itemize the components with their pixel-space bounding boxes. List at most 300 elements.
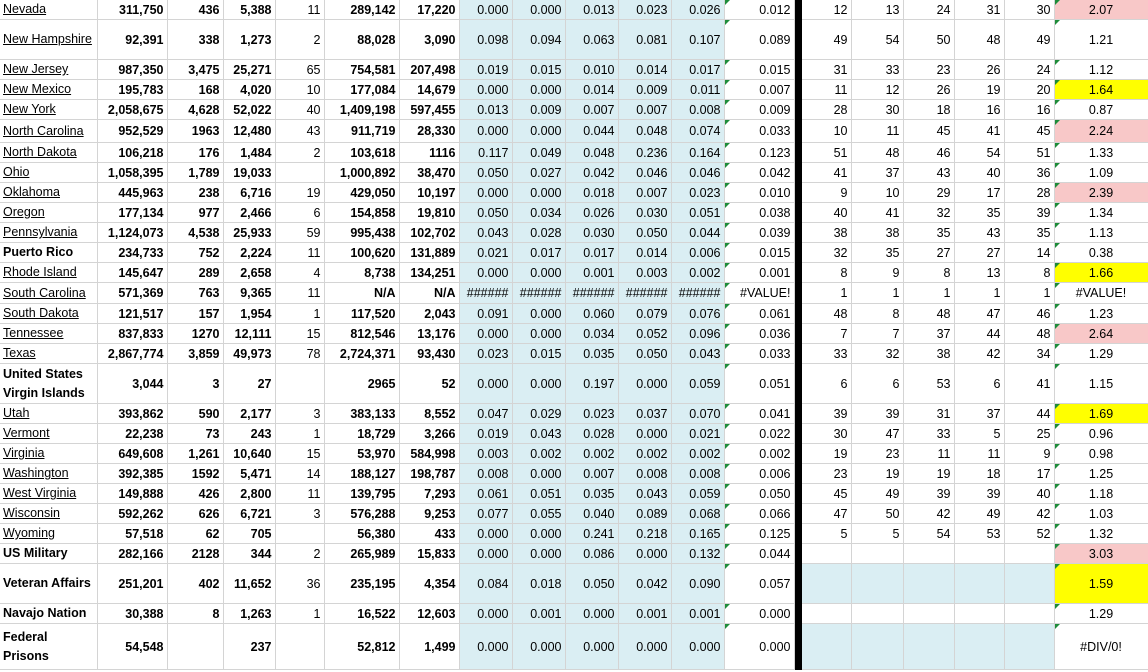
value-cell[interactable]: 38,470 bbox=[399, 163, 459, 183]
rank-cell[interactable]: 45 bbox=[801, 484, 851, 504]
ratio-cell[interactable]: 2.64 bbox=[1054, 324, 1148, 344]
rate-cell[interactable]: 0.091 bbox=[459, 304, 512, 324]
average-cell[interactable]: 0.066 bbox=[724, 504, 794, 524]
rank-cell[interactable]: 11 bbox=[851, 120, 903, 143]
average-cell[interactable]: 0.038 bbox=[724, 203, 794, 223]
value-cell[interactable]: 100,620 bbox=[324, 243, 399, 263]
value-cell[interactable]: 134,251 bbox=[399, 263, 459, 283]
rank-cell[interactable] bbox=[851, 624, 903, 670]
rate-cell[interactable]: 0.030 bbox=[565, 223, 618, 243]
row-name-cell[interactable]: Wyoming bbox=[0, 524, 97, 544]
rank-cell[interactable]: 27 bbox=[903, 243, 954, 263]
value-cell[interactable]: 19,033 bbox=[223, 163, 275, 183]
rate-cell[interactable]: 0.000 bbox=[459, 524, 512, 544]
value-cell[interactable]: 1,263 bbox=[223, 604, 275, 624]
value-cell[interactable]: 1,409,198 bbox=[324, 100, 399, 120]
rank-cell[interactable] bbox=[851, 544, 903, 564]
rate-cell[interactable]: 0.000 bbox=[618, 624, 671, 670]
value-cell[interactable]: 1,789 bbox=[167, 163, 223, 183]
rank-cell[interactable]: 12 bbox=[851, 80, 903, 100]
ratio-cell[interactable]: 1.13 bbox=[1054, 223, 1148, 243]
rate-cell[interactable]: 0.017 bbox=[671, 60, 724, 80]
rank-cell[interactable]: 10 bbox=[801, 120, 851, 143]
rate-cell[interactable]: 0.059 bbox=[671, 484, 724, 504]
rank-cell[interactable]: 31 bbox=[954, 0, 1004, 20]
rank-cell[interactable]: 34 bbox=[1004, 344, 1054, 364]
value-cell[interactable]: 344 bbox=[223, 544, 275, 564]
rate-cell[interactable]: 0.001 bbox=[565, 263, 618, 283]
value-cell[interactable]: 52 bbox=[399, 364, 459, 404]
rate-cell[interactable]: 0.107 bbox=[671, 20, 724, 60]
rate-cell[interactable]: 0.001 bbox=[671, 604, 724, 624]
average-cell[interactable]: 0.010 bbox=[724, 183, 794, 203]
rate-cell[interactable]: 0.077 bbox=[459, 504, 512, 524]
rate-cell[interactable]: 0.019 bbox=[459, 60, 512, 80]
ratio-cell[interactable]: 1.03 bbox=[1054, 504, 1148, 524]
value-cell[interactable]: 19,810 bbox=[399, 203, 459, 223]
ratio-cell[interactable]: 1.59 bbox=[1054, 564, 1148, 604]
ratio-cell[interactable]: 1.32 bbox=[1054, 524, 1148, 544]
rate-cell[interactable]: 0.050 bbox=[618, 344, 671, 364]
rate-cell[interactable]: 0.017 bbox=[512, 243, 565, 263]
rank-cell[interactable] bbox=[1004, 544, 1054, 564]
value-cell[interactable]: 10,640 bbox=[223, 444, 275, 464]
rate-cell[interactable]: 0.002 bbox=[618, 444, 671, 464]
rank-cell[interactable]: 8 bbox=[851, 304, 903, 324]
ratio-cell[interactable]: 1.64 bbox=[1054, 80, 1148, 100]
rate-cell[interactable]: ###### bbox=[671, 283, 724, 304]
rate-cell[interactable]: 0.000 bbox=[618, 424, 671, 444]
value-cell[interactable]: 19 bbox=[275, 183, 324, 203]
value-cell[interactable]: 234,733 bbox=[97, 243, 167, 263]
value-cell[interactable]: 11 bbox=[275, 283, 324, 304]
average-cell[interactable]: 0.050 bbox=[724, 484, 794, 504]
rate-cell[interactable]: 0.019 bbox=[459, 424, 512, 444]
rank-cell[interactable]: 35 bbox=[851, 243, 903, 263]
rate-cell[interactable]: 0.042 bbox=[565, 163, 618, 183]
rate-cell[interactable]: 0.000 bbox=[512, 304, 565, 324]
value-cell[interactable]: 195,783 bbox=[97, 80, 167, 100]
average-cell[interactable]: 0.125 bbox=[724, 524, 794, 544]
average-cell[interactable]: 0.123 bbox=[724, 143, 794, 163]
value-cell[interactable]: 1,499 bbox=[399, 624, 459, 670]
value-cell[interactable]: 93,430 bbox=[399, 344, 459, 364]
rank-cell[interactable]: 13 bbox=[851, 0, 903, 20]
average-cell[interactable]: 0.009 bbox=[724, 100, 794, 120]
rank-cell[interactable]: 39 bbox=[1004, 203, 1054, 223]
value-cell[interactable]: 15,833 bbox=[399, 544, 459, 564]
rank-cell[interactable]: 37 bbox=[903, 324, 954, 344]
rate-cell[interactable]: 0.000 bbox=[459, 624, 512, 670]
rate-cell[interactable]: 0.044 bbox=[565, 120, 618, 143]
rate-cell[interactable]: 0.009 bbox=[618, 80, 671, 100]
value-cell[interactable]: 11,652 bbox=[223, 564, 275, 604]
average-cell[interactable]: 0.033 bbox=[724, 344, 794, 364]
rank-cell[interactable]: 50 bbox=[903, 20, 954, 60]
value-cell[interactable]: 177,134 bbox=[97, 203, 167, 223]
rate-cell[interactable]: 0.014 bbox=[618, 243, 671, 263]
rate-cell[interactable]: 0.241 bbox=[565, 524, 618, 544]
rank-cell[interactable]: 54 bbox=[851, 20, 903, 60]
rank-cell[interactable]: 48 bbox=[851, 143, 903, 163]
value-cell[interactable]: 4,628 bbox=[167, 100, 223, 120]
rank-cell[interactable]: 28 bbox=[1004, 183, 1054, 203]
rank-cell[interactable]: 49 bbox=[1004, 20, 1054, 60]
value-cell[interactable]: 88,028 bbox=[324, 20, 399, 60]
value-cell[interactable]: 1116 bbox=[399, 143, 459, 163]
rate-cell[interactable]: 0.002 bbox=[565, 444, 618, 464]
value-cell[interactable] bbox=[167, 624, 223, 670]
value-cell[interactable]: 426 bbox=[167, 484, 223, 504]
row-name-cell[interactable]: Ohio bbox=[0, 163, 97, 183]
rank-cell[interactable]: 35 bbox=[1004, 223, 1054, 243]
rank-cell[interactable]: 48 bbox=[1004, 324, 1054, 344]
value-cell[interactable]: 3 bbox=[167, 364, 223, 404]
row-name-cell[interactable]: Oklahoma bbox=[0, 183, 97, 203]
value-cell[interactable]: 4,020 bbox=[223, 80, 275, 100]
rank-cell[interactable]: 42 bbox=[1004, 504, 1054, 524]
rank-cell[interactable] bbox=[851, 564, 903, 604]
rate-cell[interactable]: 0.043 bbox=[671, 344, 724, 364]
row-name-cell[interactable]: US Military bbox=[0, 544, 97, 564]
average-cell[interactable]: 0.007 bbox=[724, 80, 794, 100]
average-cell[interactable]: 0.042 bbox=[724, 163, 794, 183]
rank-cell[interactable]: 33 bbox=[801, 344, 851, 364]
value-cell[interactable]: 18,729 bbox=[324, 424, 399, 444]
average-cell[interactable]: 0.033 bbox=[724, 120, 794, 143]
value-cell[interactable]: 6 bbox=[275, 203, 324, 223]
rank-cell[interactable]: 49 bbox=[801, 20, 851, 60]
rank-cell[interactable] bbox=[801, 564, 851, 604]
value-cell[interactable]: 14 bbox=[275, 464, 324, 484]
rate-cell[interactable]: 0.117 bbox=[459, 143, 512, 163]
rate-cell[interactable]: 0.026 bbox=[671, 0, 724, 20]
value-cell[interactable]: 145,647 bbox=[97, 263, 167, 283]
rank-cell[interactable]: 1 bbox=[954, 283, 1004, 304]
value-cell[interactable]: 251,201 bbox=[97, 564, 167, 604]
value-cell[interactable]: 383,133 bbox=[324, 404, 399, 424]
ratio-cell[interactable]: 2.24 bbox=[1054, 120, 1148, 143]
rank-cell[interactable]: 51 bbox=[1004, 143, 1054, 163]
value-cell[interactable]: 12,480 bbox=[223, 120, 275, 143]
row-name-cell[interactable]: Texas bbox=[0, 344, 97, 364]
value-cell[interactable]: 40 bbox=[275, 100, 324, 120]
ratio-cell[interactable]: 1.25 bbox=[1054, 464, 1148, 484]
rate-cell[interactable]: 0.001 bbox=[618, 604, 671, 624]
ratio-cell[interactable]: 1.29 bbox=[1054, 604, 1148, 624]
rate-cell[interactable]: 0.086 bbox=[565, 544, 618, 564]
rank-cell[interactable]: 31 bbox=[903, 404, 954, 424]
rate-cell[interactable]: 0.000 bbox=[512, 464, 565, 484]
rank-cell[interactable]: 47 bbox=[954, 304, 1004, 324]
rate-cell[interactable]: 0.021 bbox=[671, 424, 724, 444]
value-cell[interactable]: 6,716 bbox=[223, 183, 275, 203]
rank-cell[interactable]: 17 bbox=[954, 183, 1004, 203]
rate-cell[interactable]: 0.015 bbox=[512, 344, 565, 364]
rank-cell[interactable]: 19 bbox=[954, 80, 1004, 100]
value-cell[interactable]: 626 bbox=[167, 504, 223, 524]
rank-cell[interactable]: 51 bbox=[801, 143, 851, 163]
rank-cell[interactable]: 38 bbox=[801, 223, 851, 243]
rank-cell[interactable]: 8 bbox=[801, 263, 851, 283]
ratio-cell[interactable]: 1.33 bbox=[1054, 143, 1148, 163]
rank-cell[interactable]: 40 bbox=[1004, 484, 1054, 504]
rate-cell[interactable]: 0.046 bbox=[671, 163, 724, 183]
rank-cell[interactable]: 19 bbox=[851, 464, 903, 484]
rate-cell[interactable]: 0.013 bbox=[565, 0, 618, 20]
rank-cell[interactable]: 39 bbox=[903, 484, 954, 504]
average-cell[interactable]: 0.089 bbox=[724, 20, 794, 60]
rate-cell[interactable]: 0.090 bbox=[671, 564, 724, 604]
rate-cell[interactable]: 0.050 bbox=[565, 564, 618, 604]
rate-cell[interactable]: 0.029 bbox=[512, 404, 565, 424]
value-cell[interactable]: 445,963 bbox=[97, 183, 167, 203]
rate-cell[interactable]: 0.037 bbox=[618, 404, 671, 424]
rate-cell[interactable]: 0.055 bbox=[512, 504, 565, 524]
rate-cell[interactable]: ###### bbox=[565, 283, 618, 304]
rate-cell[interactable]: 0.000 bbox=[459, 0, 512, 20]
ratio-cell[interactable]: 0.96 bbox=[1054, 424, 1148, 444]
rank-cell[interactable]: 26 bbox=[954, 60, 1004, 80]
rate-cell[interactable]: 0.074 bbox=[671, 120, 724, 143]
rank-cell[interactable]: 19 bbox=[801, 444, 851, 464]
value-cell[interactable]: 2,867,774 bbox=[97, 344, 167, 364]
value-cell[interactable]: 52,022 bbox=[223, 100, 275, 120]
value-cell[interactable]: 1,000,892 bbox=[324, 163, 399, 183]
value-cell[interactable]: 2,724,371 bbox=[324, 344, 399, 364]
value-cell[interactable]: 436 bbox=[167, 0, 223, 20]
rate-cell[interactable]: 0.236 bbox=[618, 143, 671, 163]
rank-cell[interactable]: 10 bbox=[851, 183, 903, 203]
rate-cell[interactable]: 0.043 bbox=[459, 223, 512, 243]
row-name-cell[interactable]: Veteran Affairs bbox=[0, 564, 97, 604]
value-cell[interactable]: 2 bbox=[275, 544, 324, 564]
value-cell[interactable]: 3,044 bbox=[97, 364, 167, 404]
row-name-cell[interactable]: Washington bbox=[0, 464, 97, 484]
average-cell[interactable]: 0.041 bbox=[724, 404, 794, 424]
rank-cell[interactable]: 38 bbox=[851, 223, 903, 243]
value-cell[interactable]: 57,518 bbox=[97, 524, 167, 544]
rate-cell[interactable]: 0.000 bbox=[671, 624, 724, 670]
rate-cell[interactable]: 0.034 bbox=[512, 203, 565, 223]
rate-cell[interactable]: 0.000 bbox=[459, 604, 512, 624]
value-cell[interactable]: 4 bbox=[275, 263, 324, 283]
average-cell[interactable]: 0.002 bbox=[724, 444, 794, 464]
rank-cell[interactable] bbox=[954, 544, 1004, 564]
rate-cell[interactable]: 0.018 bbox=[512, 564, 565, 604]
rank-cell[interactable] bbox=[801, 544, 851, 564]
rank-cell[interactable]: 11 bbox=[954, 444, 1004, 464]
rank-cell[interactable] bbox=[801, 624, 851, 670]
rank-cell[interactable]: 41 bbox=[954, 120, 1004, 143]
rate-cell[interactable]: 0.042 bbox=[618, 564, 671, 604]
row-name-cell[interactable]: New Hampshire bbox=[0, 20, 97, 60]
rank-cell[interactable]: 45 bbox=[1004, 120, 1054, 143]
rate-cell[interactable]: 0.218 bbox=[618, 524, 671, 544]
value-cell[interactable]: 752 bbox=[167, 243, 223, 263]
rate-cell[interactable]: 0.050 bbox=[459, 163, 512, 183]
value-cell[interactable]: 1,954 bbox=[223, 304, 275, 324]
rank-cell[interactable]: 5 bbox=[801, 524, 851, 544]
rank-cell[interactable]: 53 bbox=[954, 524, 1004, 544]
value-cell[interactable]: 1963 bbox=[167, 120, 223, 143]
rate-cell[interactable]: 0.014 bbox=[618, 60, 671, 80]
value-cell[interactable]: 121,517 bbox=[97, 304, 167, 324]
value-cell[interactable]: 8 bbox=[167, 604, 223, 624]
rank-cell[interactable]: 1 bbox=[801, 283, 851, 304]
rate-cell[interactable]: 0.028 bbox=[565, 424, 618, 444]
rank-cell[interactable]: 40 bbox=[801, 203, 851, 223]
row-name-cell[interactable]: Federal Prisons bbox=[0, 624, 97, 670]
rate-cell[interactable]: 0.044 bbox=[671, 223, 724, 243]
value-cell[interactable]: 15 bbox=[275, 324, 324, 344]
value-cell[interactable]: 237 bbox=[223, 624, 275, 670]
rank-cell[interactable]: 5 bbox=[851, 524, 903, 544]
value-cell[interactable]: 168 bbox=[167, 80, 223, 100]
rank-cell[interactable] bbox=[903, 624, 954, 670]
value-cell[interactable]: 11 bbox=[275, 484, 324, 504]
rank-cell[interactable]: 23 bbox=[851, 444, 903, 464]
rate-cell[interactable]: 0.027 bbox=[512, 163, 565, 183]
rate-cell[interactable]: 0.007 bbox=[618, 183, 671, 203]
rate-cell[interactable]: 0.000 bbox=[512, 524, 565, 544]
rank-cell[interactable]: 32 bbox=[903, 203, 954, 223]
row-name-cell[interactable]: United States Virgin Islands bbox=[0, 364, 97, 404]
value-cell[interactable]: 103,618 bbox=[324, 143, 399, 163]
rank-cell[interactable]: 9 bbox=[1004, 444, 1054, 464]
row-name-cell[interactable]: Pennsylvania bbox=[0, 223, 97, 243]
row-name-cell[interactable]: Navajo Nation bbox=[0, 604, 97, 624]
rate-cell[interactable]: ###### bbox=[618, 283, 671, 304]
value-cell[interactable]: 92,391 bbox=[97, 20, 167, 60]
rank-cell[interactable] bbox=[903, 544, 954, 564]
value-cell[interactable]: 5,388 bbox=[223, 0, 275, 20]
rank-cell[interactable]: 54 bbox=[903, 524, 954, 544]
rank-cell[interactable]: 45 bbox=[903, 120, 954, 143]
rank-cell[interactable]: 32 bbox=[851, 344, 903, 364]
rank-cell[interactable]: 30 bbox=[801, 424, 851, 444]
value-cell[interactable]: 576,288 bbox=[324, 504, 399, 524]
value-cell[interactable]: 14,679 bbox=[399, 80, 459, 100]
rate-cell[interactable]: 0.009 bbox=[512, 100, 565, 120]
rank-cell[interactable]: 1 bbox=[851, 283, 903, 304]
rate-cell[interactable]: 0.000 bbox=[459, 324, 512, 344]
value-cell[interactable]: 2,043 bbox=[399, 304, 459, 324]
rank-cell[interactable]: 49 bbox=[851, 484, 903, 504]
rate-cell[interactable]: 0.000 bbox=[512, 0, 565, 20]
rank-cell[interactable]: 43 bbox=[954, 223, 1004, 243]
value-cell[interactable]: 402 bbox=[167, 564, 223, 604]
value-cell[interactable]: 289,142 bbox=[324, 0, 399, 20]
rate-cell[interactable]: 0.002 bbox=[671, 263, 724, 283]
rate-cell[interactable]: 0.164 bbox=[671, 143, 724, 163]
rank-cell[interactable]: 1 bbox=[903, 283, 954, 304]
rank-cell[interactable]: 44 bbox=[1004, 404, 1054, 424]
row-name-cell[interactable]: West Virginia bbox=[0, 484, 97, 504]
rate-cell[interactable]: 0.002 bbox=[512, 444, 565, 464]
value-cell[interactable]: 12,111 bbox=[223, 324, 275, 344]
rank-cell[interactable]: 8 bbox=[1004, 263, 1054, 283]
rank-cell[interactable] bbox=[954, 564, 1004, 604]
value-cell[interactable]: 1,484 bbox=[223, 143, 275, 163]
rate-cell[interactable]: 0.000 bbox=[565, 624, 618, 670]
ratio-cell[interactable]: #DIV/0! bbox=[1054, 624, 1148, 670]
rate-cell[interactable]: 0.043 bbox=[512, 424, 565, 444]
rank-cell[interactable]: 13 bbox=[954, 263, 1004, 283]
rank-cell[interactable]: 24 bbox=[903, 0, 954, 20]
rate-cell[interactable]: 0.023 bbox=[459, 344, 512, 364]
rank-cell[interactable]: 8 bbox=[903, 263, 954, 283]
value-cell[interactable]: 911,719 bbox=[324, 120, 399, 143]
rank-cell[interactable]: 48 bbox=[954, 20, 1004, 60]
rate-cell[interactable]: 0.035 bbox=[565, 484, 618, 504]
value-cell[interactable]: 2,224 bbox=[223, 243, 275, 263]
rate-cell[interactable]: 0.048 bbox=[565, 143, 618, 163]
value-cell[interactable]: 8,738 bbox=[324, 263, 399, 283]
value-cell[interactable]: 952,529 bbox=[97, 120, 167, 143]
value-cell[interactable]: 16,522 bbox=[324, 604, 399, 624]
row-name-cell[interactable]: Vermont bbox=[0, 424, 97, 444]
rank-cell[interactable]: 12 bbox=[801, 0, 851, 20]
value-cell[interactable]: 2,058,675 bbox=[97, 100, 167, 120]
rank-cell[interactable]: 36 bbox=[1004, 163, 1054, 183]
rank-cell[interactable]: 33 bbox=[851, 60, 903, 80]
rank-cell[interactable]: 23 bbox=[801, 464, 851, 484]
value-cell[interactable]: 2,466 bbox=[223, 203, 275, 223]
rank-cell[interactable]: 48 bbox=[903, 304, 954, 324]
value-cell[interactable]: 9,365 bbox=[223, 283, 275, 304]
value-cell[interactable]: 25,271 bbox=[223, 60, 275, 80]
value-cell[interactable]: 987,350 bbox=[97, 60, 167, 80]
rank-cell[interactable]: 41 bbox=[801, 163, 851, 183]
value-cell[interactable] bbox=[275, 364, 324, 404]
rate-cell[interactable]: 0.000 bbox=[618, 544, 671, 564]
row-name-cell[interactable]: Nevada bbox=[0, 0, 97, 20]
value-cell[interactable]: 265,989 bbox=[324, 544, 399, 564]
row-name-cell[interactable]: New Mexico bbox=[0, 80, 97, 100]
rank-cell[interactable]: 29 bbox=[903, 183, 954, 203]
rate-cell[interactable]: 0.050 bbox=[618, 223, 671, 243]
rank-cell[interactable]: 23 bbox=[903, 60, 954, 80]
rank-cell[interactable]: 18 bbox=[903, 100, 954, 120]
rank-cell[interactable]: 19 bbox=[903, 464, 954, 484]
rank-cell[interactable]: 49 bbox=[954, 504, 1004, 524]
value-cell[interactable]: 11 bbox=[275, 0, 324, 20]
row-name-cell[interactable]: New Jersey bbox=[0, 60, 97, 80]
rate-cell[interactable]: 0.060 bbox=[565, 304, 618, 324]
value-cell[interactable]: 28,330 bbox=[399, 120, 459, 143]
rank-cell[interactable]: 41 bbox=[851, 203, 903, 223]
rate-cell[interactable]: ###### bbox=[512, 283, 565, 304]
value-cell[interactable]: 1,124,073 bbox=[97, 223, 167, 243]
rank-cell[interactable]: 54 bbox=[954, 143, 1004, 163]
value-cell[interactable]: 73 bbox=[167, 424, 223, 444]
rank-cell[interactable]: 16 bbox=[1004, 100, 1054, 120]
rate-cell[interactable]: 0.007 bbox=[565, 100, 618, 120]
value-cell[interactable]: 198,787 bbox=[399, 464, 459, 484]
rank-cell[interactable] bbox=[954, 604, 1004, 624]
value-cell[interactable]: 36 bbox=[275, 564, 324, 604]
row-name-cell[interactable]: South Dakota bbox=[0, 304, 97, 324]
value-cell[interactable]: 8,552 bbox=[399, 404, 459, 424]
rate-cell[interactable]: 0.043 bbox=[618, 484, 671, 504]
average-cell[interactable]: 0.015 bbox=[724, 243, 794, 263]
rate-cell[interactable]: 0.018 bbox=[565, 183, 618, 203]
value-cell[interactable]: 15 bbox=[275, 444, 324, 464]
value-cell[interactable]: 393,862 bbox=[97, 404, 167, 424]
value-cell[interactable]: 10 bbox=[275, 80, 324, 100]
value-cell[interactable] bbox=[275, 524, 324, 544]
